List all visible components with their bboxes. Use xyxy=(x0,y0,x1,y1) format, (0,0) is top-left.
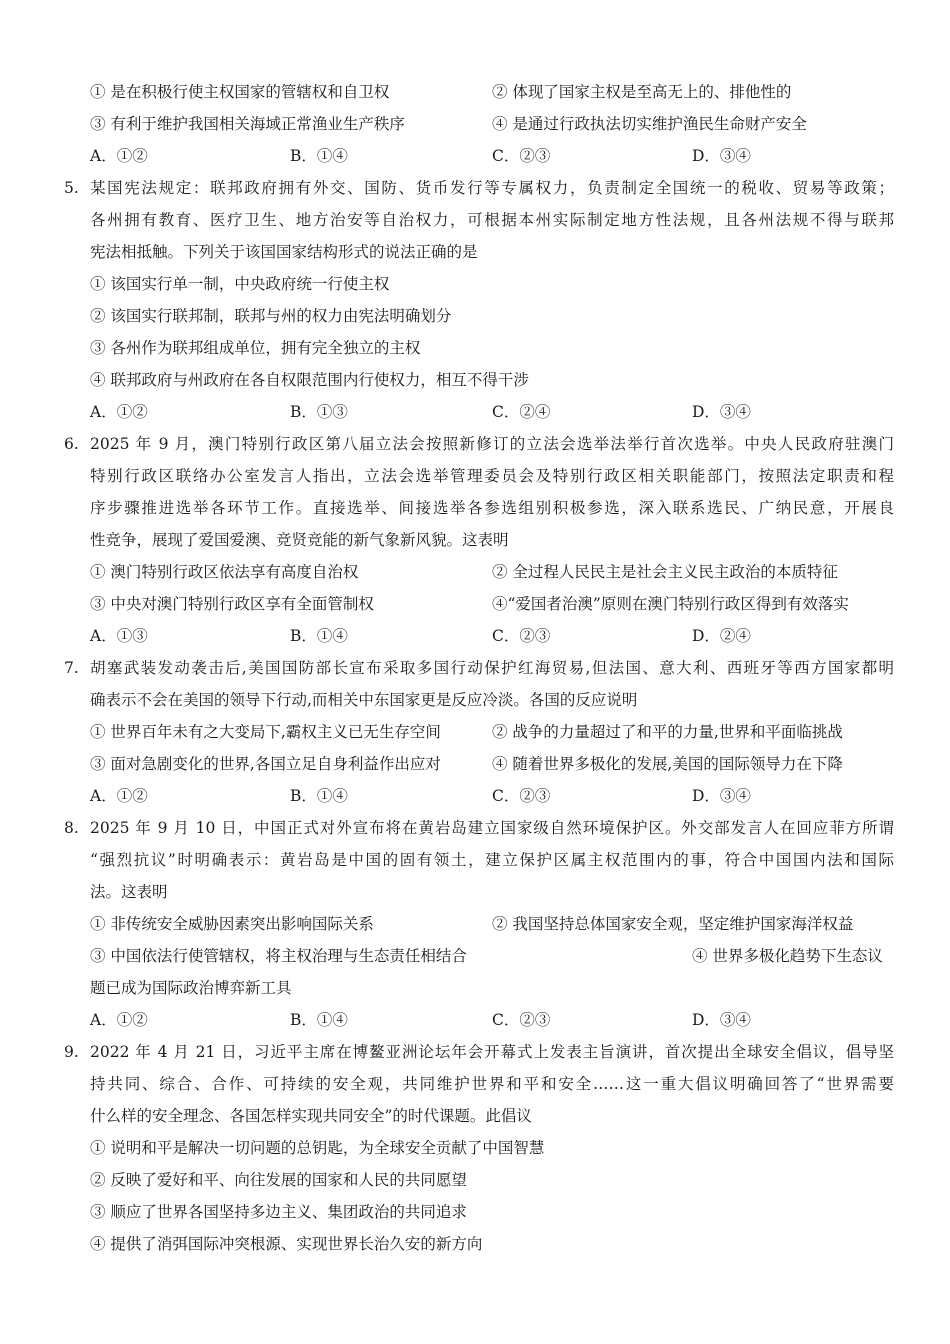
q5-choice-d: D．③④ xyxy=(692,403,751,421)
q8-stem-line-2: “强烈抗议”时明确表示：黄岩岛是中国的固有领土，建立保护区属主权范围内的事，符合中国国内法和国际 xyxy=(90,851,894,869)
q5-item-4: ④ 联邦政府与州政府在各自权限范围内行使权力，相互不得干涉 xyxy=(90,371,529,389)
q4-item-3: ③ 有利于维护我国相关海域正常渔业生产秩序 xyxy=(90,115,405,133)
q9-item-1: ① 说明和平是解决一切问题的总钥匙，为全球安全贡献了中国智慧 xyxy=(90,1139,545,1157)
q8-choice-c: C．②③ xyxy=(492,1011,551,1029)
q8-item-4: ④ 世界多极化趋势下生态议 xyxy=(692,947,883,965)
q7-stem-line-1: 胡塞武装发动袭击后,美国国防部长宣布采取多国行动保护红海贸易,但法国、意大利、西班牙等西方国家都明 xyxy=(90,659,894,677)
q7-item-1: ① 世界百年未有之大变局下,霸权主义已无生存空间 xyxy=(90,723,441,741)
q6-item-2: ② 全过程人民民主是社会主义民主政治的本质特征 xyxy=(492,563,838,581)
q8-stem-line-1: 2025 年 9 月 10 日，中国正式对外宣布将在黄岩岛建立国家级自然环境保护区。外交部发言人在回应菲方所谓 xyxy=(90,819,894,837)
q8-number: 8. xyxy=(64,819,79,837)
q7-choice-d: D．③④ xyxy=(692,787,751,805)
q7-choice-a: A．①② xyxy=(90,787,148,805)
q7-choice-b: B．①④ xyxy=(290,787,348,805)
q4-choice-c: C．②③ xyxy=(492,147,551,165)
q6-stem-line-1: 2025 年 9 月，澳门特别行政区第八届立法会按照新修订的立法会选举法举行首次选举。中央人民政府驻澳门 xyxy=(90,435,894,453)
q7-choice-c: C．②③ xyxy=(492,787,551,805)
q4-item-4: ④ 是通过行政执法切实维护渔民生命财产安全 xyxy=(492,115,807,133)
q8-choice-a: A．①② xyxy=(90,1011,148,1029)
q9-stem-line-1: 2022 年 4 月 21 日，习近平主席在博鳌亚洲论坛年会开幕式上发表主旨演讲，首次提出全球安全倡议，倡导坚 xyxy=(90,1043,894,1061)
q4-choice-b: B．①④ xyxy=(290,147,348,165)
q8-choice-d: D．③④ xyxy=(692,1011,751,1029)
q6-item-3: ③ 中央对澳门特别行政区享有全面管制权 xyxy=(90,595,374,613)
q6-stem-line-4: 性竞争，展现了爱国爱澳、竞贤竞能的新气象新风貌。这表明 xyxy=(90,531,509,549)
q7-item-2: ② 战争的力量超过了和平的力量,世界和平面临挑战 xyxy=(492,723,843,741)
q5-choice-b: B．①③ xyxy=(290,403,348,421)
q6-item-4: ④“爱国者治澳”原则在澳门特别行政区得到有效落实 xyxy=(492,595,849,613)
q8-item-4-continued: 题已成为国际政治博弈新工具 xyxy=(90,979,292,997)
q5-stem-line-3: 宪法相抵触。下列关于该国国家结构形式的说法正确的是 xyxy=(90,243,478,261)
q5-number: 5. xyxy=(64,179,79,197)
q8-item-1: ① 非传统安全威胁因素突出影响国际关系 xyxy=(90,915,374,933)
q6-stem-line-2: 特别行政区联络办公室发言人指出，立法会选举管理委员会及特别行政区相关职能部门，按照法定职责和程 xyxy=(90,467,894,485)
q9-number: 9. xyxy=(64,1043,79,1061)
q7-number: 7. xyxy=(64,659,79,677)
q5-stem-line-2: 各州拥有教育、医疗卫生、地方治安等自治权力，可根据本州实际制定地方性法规，且各州法规不得与联邦 xyxy=(90,211,894,229)
q9-item-4: ④ 提供了消弭国际冲突根源、实现世界长治久安的新方向 xyxy=(90,1235,483,1253)
q5-stem-line-1: 某国宪法规定：联邦政府拥有外交、国防、货币发行等专属权力，负责制定全国统一的税收、贸易等政策； xyxy=(90,179,894,197)
q4-item-2: ② 体现了国家主权是至高无上的、排他性的 xyxy=(492,83,792,101)
q6-choice-d: D．②④ xyxy=(692,627,751,645)
q7-item-4: ④ 随着世界多极化的发展,美国的国际领导力在下降 xyxy=(492,755,843,773)
q8-item-3: ③ 中国依法行使管辖权，将主权治理与生态责任相结合 xyxy=(90,947,467,965)
q6-choice-b: B．①④ xyxy=(290,627,348,645)
q6-stem-line-3: 序步骤推进选举各环节工作。直接选举、间接选举各参选组别积极参选，深入联系选民、广纳民意，开展良 xyxy=(90,499,894,517)
q5-item-3: ③ 各州作为联邦组成单位，拥有完全独立的主权 xyxy=(90,339,421,357)
q8-stem-line-3: 法。这表明 xyxy=(90,883,168,901)
q6-choice-c: C．②③ xyxy=(492,627,551,645)
q9-stem-line-2: 持共同、综合、合作、可持续的安全观，共同维护世界和平和安全……这一重大倡议明确回答了“世界需要 xyxy=(90,1075,894,1093)
q7-stem-line-2: 确表示不会在美国的领导下行动,而相关中东国家更是反应冷淡。各国的反应说明 xyxy=(90,691,638,709)
q9-stem-line-3: 什么样的安全理念、各国怎样实现共同安全”的时代课题。此倡议 xyxy=(90,1107,532,1125)
q9-item-3: ③ 顺应了世界各国坚持多边主义、集团政治的共同追求 xyxy=(90,1203,467,1221)
q4-item-1: ① 是在积极行使主权国家的管辖权和自卫权 xyxy=(90,83,390,101)
q5-choice-a: A．①② xyxy=(90,403,148,421)
q8-item-2: ② 我国坚持总体国家安全观，坚定维护国家海洋权益 xyxy=(492,915,854,933)
q6-number: 6. xyxy=(64,435,79,453)
q5-choice-c: C．②④ xyxy=(492,403,551,421)
q6-item-1: ① 澳门特别行政区依法享有高度自治权 xyxy=(90,563,359,581)
q5-item-1: ① 该国实行单一制，中央政府统一行使主权 xyxy=(90,275,390,293)
q4-choice-a: A．①② xyxy=(90,147,148,165)
q4-choice-d: D．③④ xyxy=(692,147,751,165)
q7-item-3: ③ 面对急剧变化的世界,各国立足自身利益作出应对 xyxy=(90,755,441,773)
q9-item-2: ② 反映了爱好和平、向往发展的国家和人民的共同愿望 xyxy=(90,1171,467,1189)
q6-choice-a: A．①③ xyxy=(90,627,148,645)
q5-item-2: ② 该国实行联邦制，联邦与州的权力由宪法明确划分 xyxy=(90,307,452,325)
q8-choice-b: B．①④ xyxy=(290,1011,348,1029)
